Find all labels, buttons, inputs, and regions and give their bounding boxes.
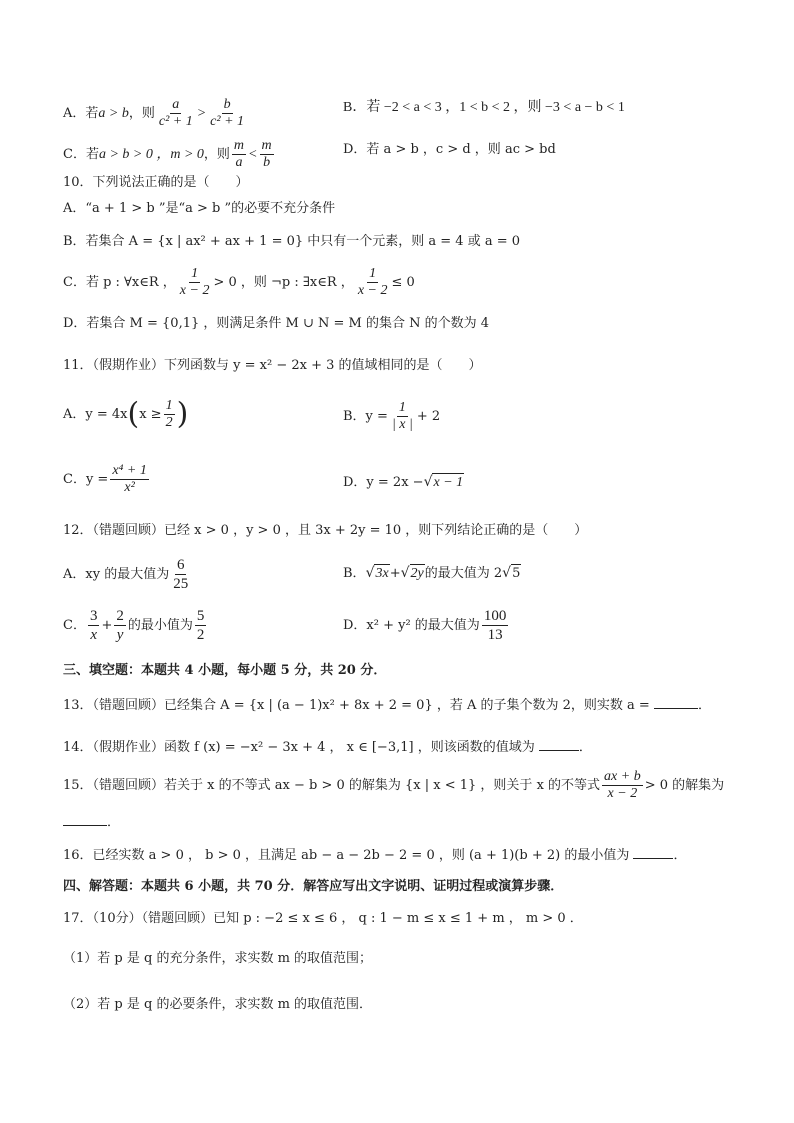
q12-a-num: 6 bbox=[176, 557, 185, 573]
q11-a-num: 1 bbox=[165, 398, 173, 413]
q10-option-c bbox=[63, 266, 415, 299]
q9-c-frac1 bbox=[232, 138, 246, 171]
q9-a-rel: > bbox=[196, 106, 207, 121]
q9-option-b: B．若 −2 < a < 3 ，1 < b < 2 ，则 −3 < a − b < 1 bbox=[343, 100, 625, 115]
q11-option-a bbox=[63, 398, 188, 431]
q15-answer-blank[interactable] bbox=[63, 812, 107, 826]
section-3-heading: 三、填空题：本题共 4 小题，每小题 5 分，共 20 分． bbox=[63, 663, 387, 678]
q11-option-d bbox=[343, 473, 464, 492]
q10-c-frac1-den: x − 2 bbox=[179, 283, 210, 298]
q17-stem: 17．（10分）（错题回顾）已知 p : −2 ≤ x ≤ 6 ， q : 1 − m ≤ x ≤ 1 + m ， m > 0 ． bbox=[63, 911, 583, 926]
q9-a-frac1-num: a bbox=[172, 97, 180, 112]
q10-c-frac2 bbox=[356, 266, 390, 299]
q15-den: x − 2 bbox=[607, 786, 638, 801]
q11-d-rad: x − 1 bbox=[433, 475, 464, 490]
q11-a-den: 2 bbox=[165, 415, 173, 430]
q11-b-num: 1 bbox=[398, 400, 406, 415]
q12-a-den: 25 bbox=[173, 576, 189, 592]
q12-c-frac3 bbox=[195, 607, 207, 644]
q12-b-sqrt2-icon: √ bbox=[400, 565, 410, 581]
q11-b-frac bbox=[390, 400, 415, 433]
q15-period: ． bbox=[107, 815, 121, 830]
q12-c-den2: y bbox=[116, 627, 124, 643]
q11-d-sqrt-icon: √ bbox=[423, 474, 433, 490]
q11-a-pre: A．y = 4x bbox=[63, 407, 128, 422]
q11-c-frac bbox=[110, 463, 149, 496]
q15-num: ax + b bbox=[604, 769, 641, 784]
q10-c-pre: C．若 p : ∀x∈R ， bbox=[63, 275, 176, 290]
q9-a-cond: a > b bbox=[98, 106, 129, 121]
q12-a-frac bbox=[171, 556, 190, 593]
q14-text: 14．（假期作业）函数 f (x) = −x² − 3x + 4 ， x ∈ [−3,1] ，则该函数的值域为 bbox=[63, 740, 535, 755]
q10-stem: 10．下列说法正确的是（ ） bbox=[63, 175, 249, 190]
q11-stem: 11．（假期作业）下列函数与 y = x² − 2x + 3 的值域相同的是（ ） bbox=[63, 358, 482, 373]
q12-d-pre: D．x² + y² 的最大值为 bbox=[343, 618, 480, 633]
q16-period: ． bbox=[673, 848, 687, 863]
q9-a-then: ，则 bbox=[128, 106, 155, 121]
q13-answer-blank[interactable] bbox=[654, 695, 698, 709]
q12-c-frac1 bbox=[88, 607, 100, 644]
q11-c-pre: C．y = bbox=[63, 472, 109, 487]
q9-c-label: C．若 bbox=[63, 147, 99, 162]
q17-part1: （1）若 p 是 q 的充分条件，求实数 m 的取值范围； bbox=[63, 951, 373, 966]
q12-option-a bbox=[63, 556, 192, 593]
q9-c-frac2-den: b bbox=[263, 155, 271, 170]
q10-c-frac2-den: x − 2 bbox=[357, 283, 388, 298]
q12-b-sqrt1-icon: √ bbox=[365, 565, 375, 581]
q11-a-lparen-icon: ( bbox=[127, 396, 140, 432]
q10-option-b: B．若集合 A = {x | ax² + ax + 1 = 0} 中只有一个元素，则 a = 4 或 a = 0 bbox=[63, 234, 521, 249]
q9-c-rel: < bbox=[248, 147, 258, 162]
q15-frac bbox=[602, 769, 643, 802]
q11-a-cond: x ≥ bbox=[139, 407, 162, 422]
q12-b-sqrt3-icon: √ bbox=[502, 565, 512, 581]
q12-b-mid: + bbox=[389, 566, 401, 581]
q12-c-num1: 3 bbox=[89, 608, 98, 624]
q12-stem: 12．（错题回顾）已经 x > 0 ，y > 0 ，且 3x + 2y = 10 ，则下列结论正确的是（ ） bbox=[63, 523, 588, 538]
q9-a-frac2-num: b bbox=[223, 97, 231, 112]
q12-c-den3: 2 bbox=[196, 627, 205, 643]
q15-post: > 0 的解集为 bbox=[644, 778, 725, 793]
q10-c-mid: > 0 ，则 ¬p : ∃x∈R ， bbox=[213, 275, 354, 290]
q9-c-frac1-den: a bbox=[235, 155, 243, 170]
q10-c-frac1-num: 1 bbox=[191, 266, 199, 281]
q13-period: ． bbox=[697, 698, 711, 713]
section-4-heading: 四、解答题：本题共 6 小题，共 70 分．解答应写出文字说明、证明过程或演算步骤． bbox=[63, 879, 564, 894]
q16 bbox=[63, 845, 687, 865]
q9-a-frac2 bbox=[208, 97, 246, 130]
q11-b-den: | x | bbox=[391, 417, 413, 432]
q12-b-rad3: 5 bbox=[512, 566, 521, 581]
q12-option-c bbox=[63, 607, 208, 644]
q11-b-pre: B．y = bbox=[343, 409, 388, 424]
q16-text: 16．已经实数 a > 0 ， b > 0 ，且满足 ab − a − 2b − 2 = 0 ，则 (a + 1)(b + 2) 的最小值为 bbox=[63, 848, 630, 863]
q12-b-rad1: 3x bbox=[375, 566, 389, 581]
q10-c-frac1 bbox=[178, 266, 212, 299]
q12-c-pre: C． bbox=[63, 618, 86, 633]
q9-a-label: A．若 bbox=[63, 106, 99, 121]
q17-part2: （2）若 p 是 q 的必要条件，求实数 m 的取值范围． bbox=[63, 997, 373, 1012]
q13 bbox=[63, 695, 711, 715]
q9-a-frac2-den: c² + 1 bbox=[210, 114, 245, 129]
q15-pre: 15．（错题回顾）若关于 x 的不等式 ax − b > 0 的解集为 {x | x < 1} ，则关于 x 的不等式 bbox=[63, 778, 601, 793]
q12-c-num3: 5 bbox=[196, 608, 205, 624]
q11-option-c bbox=[63, 463, 151, 496]
q9-option-a bbox=[63, 97, 248, 130]
q9-c-frac2-num: m bbox=[261, 138, 272, 153]
q9-option-c bbox=[63, 138, 276, 171]
q14-period: ． bbox=[578, 740, 592, 755]
q12-option-b bbox=[343, 564, 521, 583]
q11-a-frac bbox=[164, 398, 175, 431]
q9-c-cond: a > b > 0 ，m > 0 bbox=[98, 147, 204, 162]
q12-c-den1: x bbox=[90, 627, 98, 643]
q11-a-rparen-icon: ) bbox=[176, 396, 189, 432]
q12-a-pre: A．xy 的最大值为 bbox=[63, 567, 170, 582]
q13-text: 13．（错题回顾）已经集合 A = {x | (a − 1)x² + 8x + 2 = 0} ，若 A 的子集个数为 2，则实数 a = bbox=[63, 698, 650, 713]
q12-c-plus: + bbox=[101, 618, 113, 633]
q12-b-post: 的最大值为 2 bbox=[424, 566, 503, 581]
q10-c-frac2-num: 1 bbox=[369, 266, 377, 281]
q10-c-end: ≤ 0 bbox=[391, 275, 415, 290]
q11-c-num: x⁴ + 1 bbox=[112, 463, 147, 478]
q9-a-frac1-den: c² + 1 bbox=[158, 114, 193, 129]
q12-c-num2: 2 bbox=[116, 608, 124, 624]
q14 bbox=[63, 737, 592, 757]
q9-c-frac2 bbox=[260, 138, 274, 171]
q9-c-frac1-num: m bbox=[233, 138, 245, 153]
q12-d-den: 13 bbox=[487, 627, 503, 643]
q9-c-then: ，则 bbox=[203, 147, 230, 162]
q11-option-b bbox=[343, 400, 440, 433]
q11-c-den: x² bbox=[124, 480, 135, 495]
q15-line1 bbox=[63, 769, 724, 802]
q11-b-post: + 2 bbox=[416, 409, 441, 424]
q15-line2 bbox=[63, 812, 120, 832]
q14-answer-blank[interactable] bbox=[539, 737, 579, 751]
q12-b-pre: B． bbox=[343, 566, 366, 581]
q12-d-num: 100 bbox=[483, 608, 507, 624]
q9-option-d: D．若 a > b ，c > d ，则 ac > bd bbox=[343, 142, 556, 157]
q12-option-d bbox=[343, 607, 510, 644]
q9-a-frac1 bbox=[157, 97, 195, 130]
q12-d-frac bbox=[482, 607, 509, 644]
q10-option-d: D．若集合 M = {0,1} ，则满足条件 M ∪ N = M 的集合 N 的个数为 4 bbox=[63, 316, 489, 331]
q12-c-mid: 的最小值为 bbox=[127, 618, 193, 633]
q11-d-pre: D．y = 2x − bbox=[343, 475, 424, 490]
q12-b-rad2: 2y bbox=[410, 566, 424, 581]
q10-option-a: A．“a + 1 > b ”是“a > b ”的必要不充分条件 bbox=[63, 201, 336, 216]
q16-answer-blank[interactable] bbox=[633, 845, 673, 859]
q12-c-frac2 bbox=[114, 607, 126, 644]
